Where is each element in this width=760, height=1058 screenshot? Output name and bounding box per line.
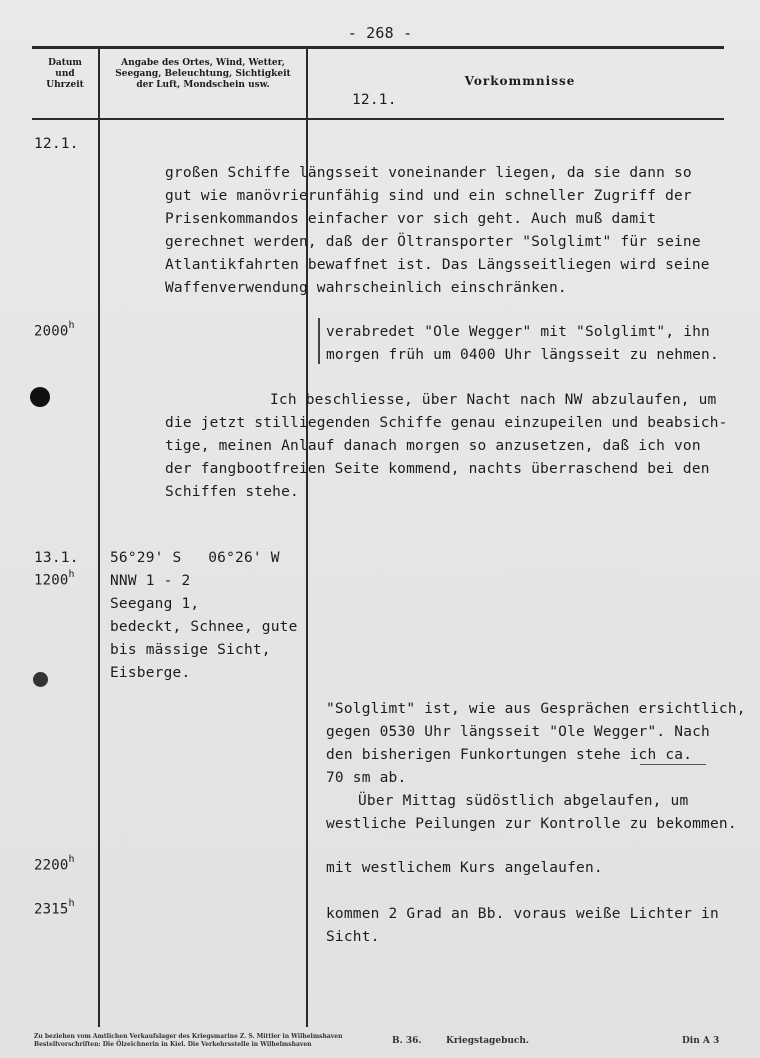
text-line: die jetzt stilliegenden Schiffe genau einzupeilen und beabsich- — [165, 415, 728, 431]
text-line: Sicht. — [326, 929, 380, 945]
text-line: den bisherigen Funkortungen stehe ich ca. — [326, 747, 693, 763]
text-line: gut wie manövrierunfähig sind und ein schneller Zugriff der — [165, 188, 692, 204]
date-12-1: 12.1. — [34, 136, 79, 152]
footer-imprint: Zu beziehen vom Amtlichen Verkaufslager des Kriegsmarine Z. S. Mittler in Wilhelmshaven Bestellvorschriften: Die Ölzeichnerin in Kiel. Die Verkehrsstelle in Wilhelmshaven — [34, 1033, 343, 1048]
time-2315: 2315$^h$ — [34, 898, 75, 918]
page-number: - 268 - — [347, 24, 413, 42]
text-line: 70 sm ab. — [326, 770, 407, 786]
position-line: 56°29' S 06°26' W — [110, 550, 280, 566]
text-line: morgen früh um 0400 Uhr längsseit zu nehmen. — [326, 347, 719, 363]
column-divider-1 — [98, 49, 100, 1027]
text-line: Prisenkommandos einfacher vor sich geht. Auch muß damit — [165, 211, 657, 227]
text-line: Atlantikfahrten bewaffnet ist. Das Längsseitliegen wird seine — [165, 257, 710, 273]
text-line: Über Mittag südöstlich abgelaufen, um — [358, 793, 689, 809]
text-line: kommen 2 Grad an Bb. voraus weiße Lichter in — [326, 906, 719, 922]
text-line: der fangbootfreien Seite kommend, nachts überraschend bei den — [165, 461, 710, 477]
text-line: gegen 0530 Uhr längsseit "Ole Wegger". Nach — [326, 724, 710, 740]
time-2200: 2200$^h$ — [34, 854, 75, 874]
time-2000: 2000$^h$ — [34, 320, 75, 340]
text-line: gerechnet werden, daß der Öltransporter "Solglimt" für seine — [165, 234, 701, 250]
header-vorkommnisse: Vorkommnisse — [464, 74, 576, 88]
header-ort: Angabe des Ortes, Wind, Wetter, Seegang, Beleuchtung, Sichtigkeit der Luft, Mondschein usw. — [115, 58, 291, 90]
text-line: Ich beschliesse, über Nacht nach NW abzulaufen, um — [270, 392, 717, 408]
text-line: Schiffen stehe. — [165, 484, 299, 500]
header-datum: Datum und Uhrzeit — [46, 58, 84, 90]
time-1200: 1200$^h$ — [34, 569, 75, 589]
header-date: 12.1. — [352, 92, 397, 108]
text-line: großen Schiffe längsseit voneinander liegen, da sie dann so — [165, 165, 692, 181]
text-line: "Solglimt" ist, wie aus Gesprächen ersichtlich, — [326, 701, 746, 717]
text-line: mit westlichem Kurs angelaufen. — [326, 860, 603, 876]
visibility-line: bis mässige Sicht, — [110, 642, 271, 658]
date-13-1: 13.1. — [34, 550, 79, 566]
header-bottom-rule — [32, 118, 724, 120]
wind-line: NNW 1 - 2 — [110, 573, 191, 589]
footer-paper-size: Din A 3 — [682, 1036, 720, 1046]
ink-dot — [30, 387, 50, 407]
footer-form-number: B. 36. — [392, 1036, 422, 1046]
icebergs-line: Eisberge. — [110, 665, 191, 681]
pencil-underline — [640, 764, 706, 765]
margin-bracket — [318, 318, 320, 364]
sky-line: bedeckt, Schnee, gute — [110, 619, 298, 635]
header-top-rule — [32, 46, 724, 49]
sea-line: Seegang 1, — [110, 596, 200, 612]
text-line: westliche Peilungen zur Kontrolle zu bekommen. — [326, 816, 737, 832]
text-line: verabredet "Ole Wegger" mit "Solglimt", ihn — [326, 324, 710, 340]
text-line: Waffenverwendung wahrscheinlich einschränken. — [165, 280, 567, 296]
ink-dot — [33, 672, 48, 687]
text-line: tige, meinen Anlauf danach morgen so anzusetzen, daß ich von — [165, 438, 701, 454]
footer-title: Kriegstagebuch. — [446, 1036, 530, 1046]
